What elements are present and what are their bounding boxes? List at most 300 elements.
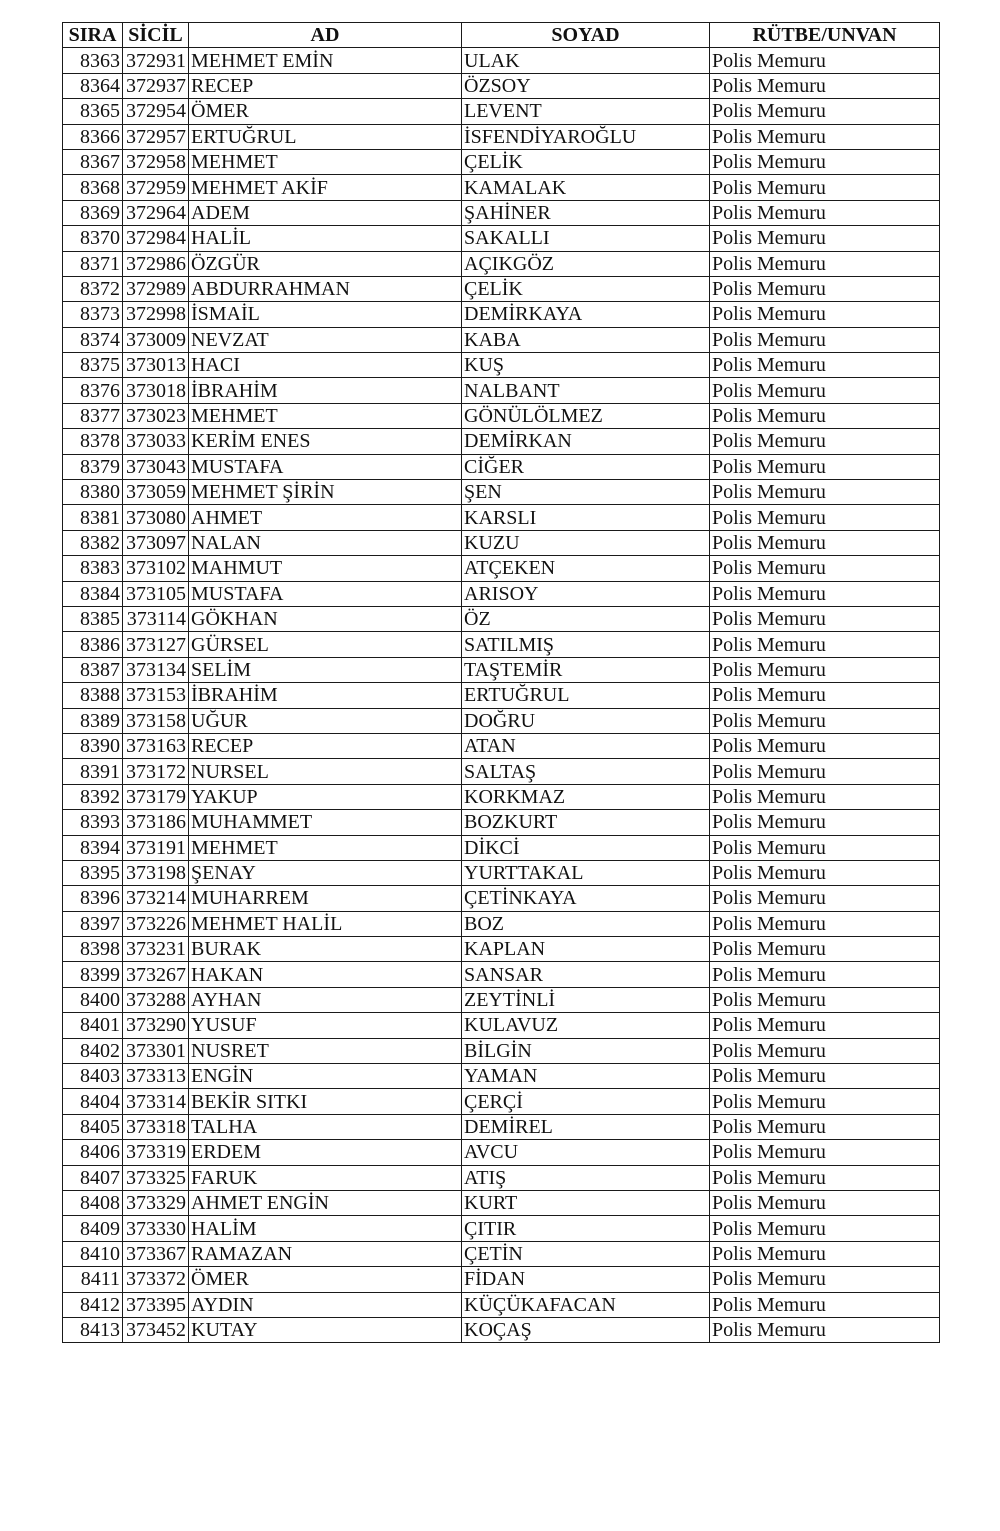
table-row [63, 403, 940, 428]
table-row [63, 1190, 940, 1215]
soyad-cell: ÇETİN [462, 1241, 710, 1266]
sira-cell: 8383 [63, 556, 123, 581]
sicil-cell: 372964 [123, 200, 189, 225]
sicil-cell: 373080 [123, 505, 189, 530]
sicil-cell: 372931 [123, 48, 189, 73]
rutbe-cell: Polis Memuru [710, 1140, 940, 1165]
sicil-cell: 372937 [123, 73, 189, 98]
sicil-cell: 373023 [123, 403, 189, 428]
sira-cell: 8410 [63, 1241, 123, 1266]
soyad-cell: SATILMIŞ [462, 632, 710, 657]
column-header-ad: AD [189, 23, 462, 48]
table-row [63, 1114, 940, 1139]
ad-cell: ÖZGÜR [189, 251, 462, 276]
sicil-cell: 373329 [123, 1190, 189, 1215]
rutbe-cell: Polis Memuru [710, 1064, 940, 1089]
soyad-cell: ULAK [462, 48, 710, 73]
rutbe-cell: Polis Memuru [710, 353, 940, 378]
rutbe-cell: Polis Memuru [710, 251, 940, 276]
rutbe-cell: Polis Memuru [710, 835, 940, 860]
ad-cell: MUSTAFA [189, 581, 462, 606]
ad-cell: AHMET ENGİN [189, 1190, 462, 1215]
table-row [63, 124, 940, 149]
sicil-cell: 372998 [123, 302, 189, 327]
soyad-cell: BOZKURT [462, 810, 710, 835]
rutbe-cell: Polis Memuru [710, 1114, 940, 1139]
sira-cell: 8365 [63, 99, 123, 124]
rutbe-cell: Polis Memuru [710, 657, 940, 682]
soyad-cell: ÇELİK [462, 276, 710, 301]
table-row [63, 835, 940, 860]
ad-cell: HALİM [189, 1216, 462, 1241]
sira-cell: 8409 [63, 1216, 123, 1241]
rutbe-cell: Polis Memuru [710, 378, 940, 403]
rutbe-cell: Polis Memuru [710, 581, 940, 606]
sira-cell: 8370 [63, 226, 123, 251]
sicil-cell: 373231 [123, 937, 189, 962]
sicil-cell: 373325 [123, 1165, 189, 1190]
rutbe-cell: Polis Memuru [710, 1013, 940, 1038]
soyad-cell: KULAVUZ [462, 1013, 710, 1038]
ad-cell: MAHMUT [189, 556, 462, 581]
rutbe-cell: Polis Memuru [710, 1089, 940, 1114]
rutbe-cell: Polis Memuru [710, 73, 940, 98]
table-row [63, 530, 940, 555]
table-row [63, 276, 940, 301]
table-row [63, 327, 940, 352]
ad-cell: TALHA [189, 1114, 462, 1139]
table-row [63, 480, 940, 505]
personnel-table [62, 22, 940, 1343]
rutbe-cell: Polis Memuru [710, 530, 940, 555]
soyad-cell: ŞEN [462, 480, 710, 505]
table-header-row [63, 23, 940, 48]
ad-cell: KERİM ENES [189, 429, 462, 454]
soyad-cell: KABA [462, 327, 710, 352]
rutbe-cell: Polis Memuru [710, 606, 940, 631]
soyad-cell: SANSAR [462, 962, 710, 987]
table-row [63, 48, 940, 73]
ad-cell: ŞENAY [189, 860, 462, 885]
table-row [63, 962, 940, 987]
soyad-cell: KORKMAZ [462, 784, 710, 809]
rutbe-cell: Polis Memuru [710, 454, 940, 479]
rutbe-cell: Polis Memuru [710, 556, 940, 581]
sira-cell: 8388 [63, 683, 123, 708]
sira-cell: 8413 [63, 1317, 123, 1342]
soyad-cell: NALBANT [462, 378, 710, 403]
sicil-cell: 373301 [123, 1038, 189, 1063]
soyad-cell: BİLGİN [462, 1038, 710, 1063]
column-header-sicil: SİCİL [123, 23, 189, 48]
sira-cell: 8366 [63, 124, 123, 149]
table-row [63, 251, 940, 276]
table-row [63, 302, 940, 327]
sira-cell: 8372 [63, 276, 123, 301]
sicil-cell: 372958 [123, 149, 189, 174]
ad-cell: YAKUP [189, 784, 462, 809]
table-row [63, 226, 940, 251]
soyad-cell: ÇETİNKAYA [462, 886, 710, 911]
table-row [63, 657, 940, 682]
sicil-cell: 373290 [123, 1013, 189, 1038]
ad-cell: HACI [189, 353, 462, 378]
ad-cell: GÜRSEL [189, 632, 462, 657]
ad-cell: ÖMER [189, 99, 462, 124]
ad-cell: MEHMET ŞİRİN [189, 480, 462, 505]
ad-cell: MEHMET [189, 149, 462, 174]
rutbe-cell: Polis Memuru [710, 505, 940, 530]
sicil-cell: 373198 [123, 860, 189, 885]
soyad-cell: ÖZ [462, 606, 710, 631]
sira-cell: 8377 [63, 403, 123, 428]
ad-cell: MEHMET [189, 403, 462, 428]
rutbe-cell: Polis Memuru [710, 632, 940, 657]
sira-cell: 8396 [63, 886, 123, 911]
table-row [63, 810, 940, 835]
sicil-cell: 372954 [123, 99, 189, 124]
sicil-cell: 373163 [123, 733, 189, 758]
table-row [63, 632, 940, 657]
sira-cell: 8402 [63, 1038, 123, 1063]
ad-cell: ABDURRAHMAN [189, 276, 462, 301]
rutbe-cell: Polis Memuru [710, 759, 940, 784]
ad-cell: MEHMET [189, 835, 462, 860]
sicil-cell: 373179 [123, 784, 189, 809]
sira-cell: 8363 [63, 48, 123, 73]
rutbe-cell: Polis Memuru [710, 1292, 940, 1317]
ad-cell: AYDIN [189, 1292, 462, 1317]
ad-cell: RAMAZAN [189, 1241, 462, 1266]
sira-cell: 8399 [63, 962, 123, 987]
rutbe-cell: Polis Memuru [710, 1267, 940, 1292]
sira-cell: 8378 [63, 429, 123, 454]
sicil-cell: 373395 [123, 1292, 189, 1317]
rutbe-cell: Polis Memuru [710, 937, 940, 962]
sira-cell: 8407 [63, 1165, 123, 1190]
ad-cell: İBRAHİM [189, 378, 462, 403]
rutbe-cell: Polis Memuru [710, 200, 940, 225]
sicil-cell: 373330 [123, 1216, 189, 1241]
sicil-cell: 373059 [123, 480, 189, 505]
sicil-cell: 373172 [123, 759, 189, 784]
rutbe-cell: Polis Memuru [710, 302, 940, 327]
rutbe-cell: Polis Memuru [710, 1216, 940, 1241]
table-row [63, 708, 940, 733]
sira-cell: 8373 [63, 302, 123, 327]
ad-cell: NALAN [189, 530, 462, 555]
sira-cell: 8392 [63, 784, 123, 809]
ad-cell: MUHAMMET [189, 810, 462, 835]
soyad-cell: DEMİRKAYA [462, 302, 710, 327]
ad-cell: MUHARREM [189, 886, 462, 911]
table-row [63, 454, 940, 479]
sicil-cell: 373153 [123, 683, 189, 708]
table-row [63, 1038, 940, 1063]
column-header-soyad: SOYAD [462, 23, 710, 48]
sicil-cell: 373134 [123, 657, 189, 682]
rutbe-cell: Polis Memuru [710, 708, 940, 733]
rutbe-cell: Polis Memuru [710, 99, 940, 124]
sicil-cell: 372986 [123, 251, 189, 276]
ad-cell: SELİM [189, 657, 462, 682]
ad-cell: UĞUR [189, 708, 462, 733]
rutbe-cell: Polis Memuru [710, 962, 940, 987]
soyad-cell: ERTUĞRUL [462, 683, 710, 708]
ad-cell: RECEP [189, 733, 462, 758]
table-row [63, 784, 940, 809]
rutbe-cell: Polis Memuru [710, 1165, 940, 1190]
soyad-cell: SAKALLI [462, 226, 710, 251]
soyad-cell: DEMİREL [462, 1114, 710, 1139]
rutbe-cell: Polis Memuru [710, 1190, 940, 1215]
rutbe-cell: Polis Memuru [710, 480, 940, 505]
soyad-cell: ÇELİK [462, 149, 710, 174]
sicil-cell: 373009 [123, 327, 189, 352]
ad-cell: İSMAİL [189, 302, 462, 327]
sira-cell: 8371 [63, 251, 123, 276]
table-row [63, 1140, 940, 1165]
sicil-cell: 373452 [123, 1317, 189, 1342]
sicil-cell: 372989 [123, 276, 189, 301]
soyad-cell: KÜÇÜKAFACAN [462, 1292, 710, 1317]
sicil-cell: 373191 [123, 835, 189, 860]
sicil-cell: 373186 [123, 810, 189, 835]
rutbe-cell: Polis Memuru [710, 860, 940, 885]
sira-cell: 8405 [63, 1114, 123, 1139]
table-row [63, 200, 940, 225]
ad-cell: ERDEM [189, 1140, 462, 1165]
sicil-cell: 372984 [123, 226, 189, 251]
ad-cell: BEKİR SITKI [189, 1089, 462, 1114]
ad-cell: BURAK [189, 937, 462, 962]
sicil-cell: 373114 [123, 606, 189, 631]
sira-cell: 8382 [63, 530, 123, 555]
table-row [63, 1216, 940, 1241]
sira-cell: 8406 [63, 1140, 123, 1165]
rutbe-cell: Polis Memuru [710, 810, 940, 835]
soyad-cell: ÇERÇİ [462, 1089, 710, 1114]
soyad-cell: FİDAN [462, 1267, 710, 1292]
soyad-cell: ARISOY [462, 581, 710, 606]
column-header-sira: SIRA [63, 23, 123, 48]
soyad-cell: DEMİRKAN [462, 429, 710, 454]
sira-cell: 8391 [63, 759, 123, 784]
soyad-cell: LEVENT [462, 99, 710, 124]
soyad-cell: YURTTAKAL [462, 860, 710, 885]
sicil-cell: 373214 [123, 886, 189, 911]
rutbe-cell: Polis Memuru [710, 911, 940, 936]
ad-cell: AYHAN [189, 987, 462, 1012]
sira-cell: 8380 [63, 480, 123, 505]
sira-cell: 8393 [63, 810, 123, 835]
ad-cell: MEHMET HALİL [189, 911, 462, 936]
soyad-cell: ÖZSOY [462, 73, 710, 98]
sira-cell: 8389 [63, 708, 123, 733]
sira-cell: 8390 [63, 733, 123, 758]
ad-cell: YUSUF [189, 1013, 462, 1038]
rutbe-cell: Polis Memuru [710, 48, 940, 73]
table-row [63, 1317, 940, 1342]
soyad-cell: ATIŞ [462, 1165, 710, 1190]
rutbe-cell: Polis Memuru [710, 1317, 940, 1342]
ad-cell: HALİL [189, 226, 462, 251]
soyad-cell: GÖNÜLÖLMEZ [462, 403, 710, 428]
sira-cell: 8395 [63, 860, 123, 885]
soyad-cell: KUZU [462, 530, 710, 555]
ad-cell: İBRAHİM [189, 683, 462, 708]
ad-cell: ERTUĞRUL [189, 124, 462, 149]
soyad-cell: KAPLAN [462, 937, 710, 962]
soyad-cell: KAMALAK [462, 175, 710, 200]
soyad-cell: ŞAHİNER [462, 200, 710, 225]
rutbe-cell: Polis Memuru [710, 784, 940, 809]
soyad-cell: CİĞER [462, 454, 710, 479]
sira-cell: 8404 [63, 1089, 123, 1114]
ad-cell: AHMET [189, 505, 462, 530]
sira-cell: 8394 [63, 835, 123, 860]
table-row [63, 606, 940, 631]
table-row [63, 1267, 940, 1292]
soyad-cell: TAŞTEMİR [462, 657, 710, 682]
sicil-cell: 373319 [123, 1140, 189, 1165]
sira-cell: 8397 [63, 911, 123, 936]
sicil-cell: 372959 [123, 175, 189, 200]
sira-cell: 8403 [63, 1064, 123, 1089]
ad-cell: ÖMER [189, 1267, 462, 1292]
rutbe-cell: Polis Memuru [710, 226, 940, 251]
rutbe-cell: Polis Memuru [710, 327, 940, 352]
sicil-cell: 372957 [123, 124, 189, 149]
sicil-cell: 373226 [123, 911, 189, 936]
sira-cell: 8376 [63, 378, 123, 403]
table-row [63, 937, 940, 962]
ad-cell: NUSRET [189, 1038, 462, 1063]
sicil-cell: 373367 [123, 1241, 189, 1266]
ad-cell: ENGİN [189, 1064, 462, 1089]
sira-cell: 8401 [63, 1013, 123, 1038]
table-row [63, 1013, 940, 1038]
table-row [63, 886, 940, 911]
soyad-cell: AÇIKGÖZ [462, 251, 710, 276]
soyad-cell: ATÇEKEN [462, 556, 710, 581]
table-row [63, 581, 940, 606]
table-row [63, 1241, 940, 1266]
sira-cell: 8375 [63, 353, 123, 378]
soyad-cell: ATAN [462, 733, 710, 758]
ad-cell: MEHMET AKİF [189, 175, 462, 200]
sira-cell: 8364 [63, 73, 123, 98]
sicil-cell: 373105 [123, 581, 189, 606]
sira-cell: 8384 [63, 581, 123, 606]
table-row [63, 1292, 940, 1317]
table-row [63, 759, 940, 784]
table-row [63, 556, 940, 581]
ad-cell: MUSTAFA [189, 454, 462, 479]
sira-cell: 8400 [63, 987, 123, 1012]
rutbe-cell: Polis Memuru [710, 429, 940, 454]
table-row [63, 987, 940, 1012]
table-row [63, 860, 940, 885]
soyad-cell: AVCU [462, 1140, 710, 1165]
rutbe-cell: Polis Memuru [710, 276, 940, 301]
sicil-cell: 373158 [123, 708, 189, 733]
soyad-cell: KURT [462, 1190, 710, 1215]
table-row [63, 1165, 940, 1190]
sira-cell: 8368 [63, 175, 123, 200]
sicil-cell: 373043 [123, 454, 189, 479]
rutbe-cell: Polis Memuru [710, 149, 940, 174]
sicil-cell: 373033 [123, 429, 189, 454]
table-row [63, 429, 940, 454]
sira-cell: 8367 [63, 149, 123, 174]
soyad-cell: BOZ [462, 911, 710, 936]
sira-cell: 8379 [63, 454, 123, 479]
table-row [63, 99, 940, 124]
sicil-cell: 373267 [123, 962, 189, 987]
sira-cell: 8381 [63, 505, 123, 530]
sicil-cell: 373097 [123, 530, 189, 555]
soyad-cell: SALTAŞ [462, 759, 710, 784]
table-row [63, 733, 940, 758]
column-header-rutbe: RÜTBE/UNVAN [710, 23, 940, 48]
sira-cell: 8412 [63, 1292, 123, 1317]
ad-cell: ADEM [189, 200, 462, 225]
table-row [63, 911, 940, 936]
soyad-cell: KARSLI [462, 505, 710, 530]
sicil-cell: 373314 [123, 1089, 189, 1114]
rutbe-cell: Polis Memuru [710, 1241, 940, 1266]
ad-cell: NURSEL [189, 759, 462, 784]
sira-cell: 8411 [63, 1267, 123, 1292]
table-body [63, 48, 940, 1343]
sira-cell: 8369 [63, 200, 123, 225]
ad-cell: KUTAY [189, 1317, 462, 1342]
sira-cell: 8386 [63, 632, 123, 657]
soyad-cell: YAMAN [462, 1064, 710, 1089]
table-row [63, 353, 940, 378]
rutbe-cell: Polis Memuru [710, 124, 940, 149]
table-row [63, 683, 940, 708]
sicil-cell: 373288 [123, 987, 189, 1012]
sira-cell: 8374 [63, 327, 123, 352]
rutbe-cell: Polis Memuru [710, 683, 940, 708]
soyad-cell: İSFENDİYAROĞLU [462, 124, 710, 149]
soyad-cell: ZEYTİNLİ [462, 987, 710, 1012]
rutbe-cell: Polis Memuru [710, 733, 940, 758]
rutbe-cell: Polis Memuru [710, 1038, 940, 1063]
ad-cell: RECEP [189, 73, 462, 98]
soyad-cell: KUŞ [462, 353, 710, 378]
rutbe-cell: Polis Memuru [710, 987, 940, 1012]
table-row [63, 378, 940, 403]
sicil-cell: 373318 [123, 1114, 189, 1139]
soyad-cell: ÇITIR [462, 1216, 710, 1241]
table-row [63, 175, 940, 200]
sira-cell: 8387 [63, 657, 123, 682]
sicil-cell: 373013 [123, 353, 189, 378]
table-row [63, 149, 940, 174]
table-row [63, 73, 940, 98]
sira-cell: 8385 [63, 606, 123, 631]
ad-cell: GÖKHAN [189, 606, 462, 631]
sicil-cell: 373102 [123, 556, 189, 581]
ad-cell: FARUK [189, 1165, 462, 1190]
soyad-cell: DİKCİ [462, 835, 710, 860]
sira-cell: 8408 [63, 1190, 123, 1215]
ad-cell: NEVZAT [189, 327, 462, 352]
ad-cell: MEHMET EMİN [189, 48, 462, 73]
